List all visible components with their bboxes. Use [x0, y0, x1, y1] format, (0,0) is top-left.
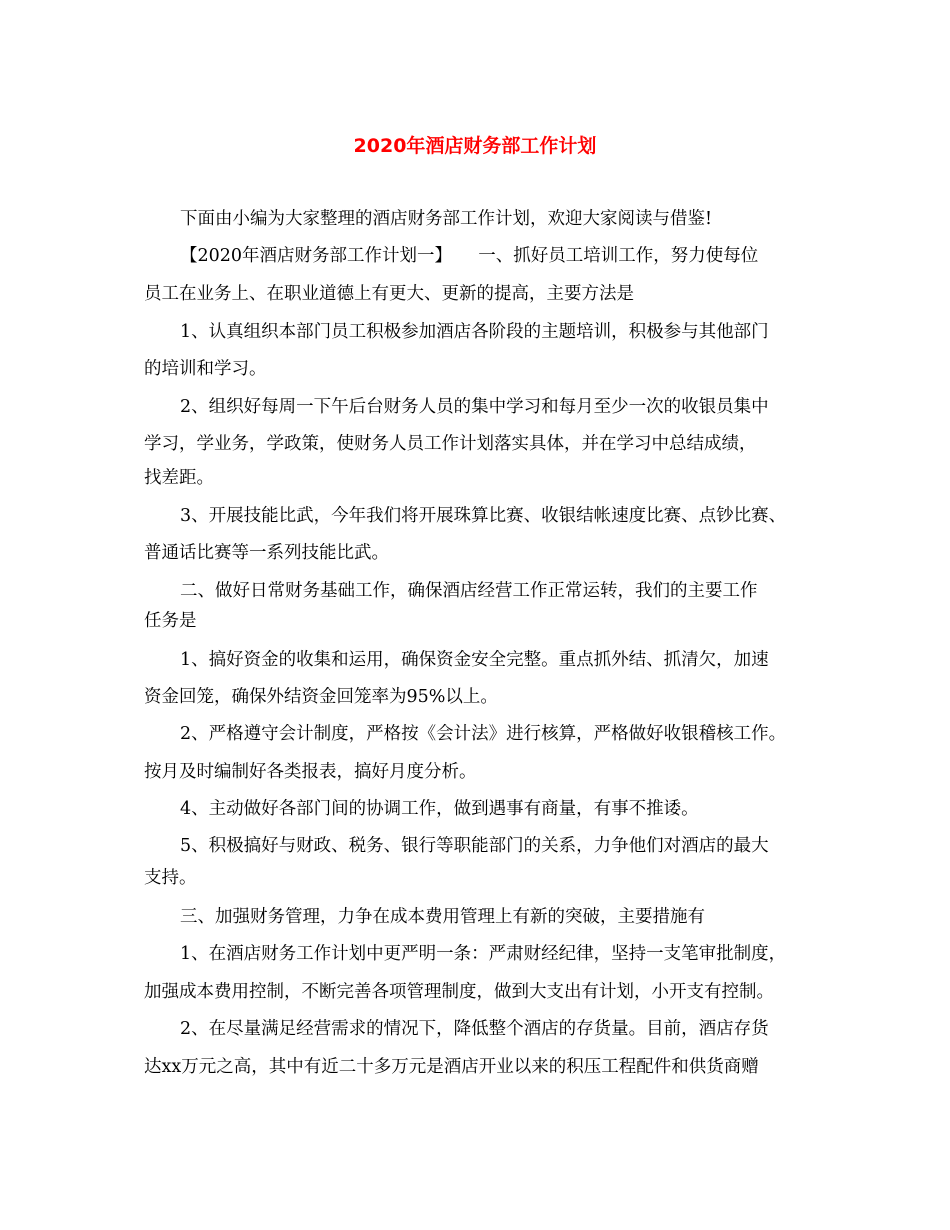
paragraph-line: 三、加强财务管理，力争在成本费用管理上有新的突破，主要措施有 [180, 907, 705, 927]
paragraph-line: 下面由小编为大家整理的酒店财务部工作计划，欢迎大家阅读与借鉴! [180, 209, 713, 229]
document-title: 2020年酒店财务部工作计划 [353, 135, 597, 157]
paragraph-line: 普通话比赛等一系列技能比武。 [144, 543, 389, 563]
paragraph-line: 任务是 [144, 611, 197, 631]
paragraph-line: 学习，学业务，学政策，使财务人员工作计划落实具体，并在学习中总结成绩， [144, 434, 757, 454]
paragraph-line: 2、在尽量满足经营需求的情况下，降低整个酒店的存货量。目前，酒店存货 [180, 1019, 769, 1039]
paragraph-line: 2、严格遵守会计制度，严格按《会计法》进行核算，严格做好收银稽核工作。 [180, 724, 787, 744]
paragraph-line: 4、主动做好各部门间的协调工作，做到遇事有商量，有事不推诿。 [180, 799, 699, 819]
paragraph-line: 1、在酒店财务工作计划中更严明一条：严肃财经纪律，坚持一支笔审批制度， [180, 944, 787, 964]
paragraph-line: 二、做好日常财务基础工作，确保酒店经营工作正常运转，我们的主要工作 [180, 581, 758, 601]
paragraph-line: 2、组织好每周一下午后台财务人员的集中学习和每月至少一次的收银员集中 [180, 397, 769, 417]
paragraph-line: 【2020年酒店财务部工作计划一】 一、抓好员工培训工作，努力使每位 [180, 246, 759, 266]
paragraph-line: 员工在业务上、在职业道德上有更大、更新的提高，主要方法是 [144, 284, 634, 304]
paragraph-line: 达xx万元之高，其中有近二十多万元是酒店开业以来的积压工程配件和供货商赠 [144, 1057, 759, 1077]
paragraph-line: 按月及时编制好各类报表，搞好月度分析。 [144, 762, 477, 782]
paragraph-line: 找差距。 [144, 468, 214, 488]
paragraph-line: 支持。 [144, 868, 197, 888]
paragraph-line: 资金回笼，确保外结资金回笼率为95%以上。 [144, 687, 498, 707]
paragraph-line: 1、搞好资金的收集和运用，确保资金安全完整。重点抓外结、抓清欠，加速 [180, 650, 769, 670]
paragraph-line: 3、开展技能比武，今年我们将开展珠算比赛、收银结帐速度比赛、点钞比赛、 [180, 506, 787, 526]
paragraph-line: 1、认真组织本部门员工积极参加酒店各阶段的主题培训，积极参与其他部门 [180, 322, 769, 342]
paragraph-line: 加强成本费用控制，不断完善各项管理制度，做到大支出有计划，小开支有控制。 [144, 982, 774, 1002]
paragraph-line: 的培训和学习。 [144, 359, 267, 379]
paragraph-line: 5、积极搞好与财政、税务、银行等职能部门的关系，力争他们对酒店的最大 [180, 836, 769, 856]
